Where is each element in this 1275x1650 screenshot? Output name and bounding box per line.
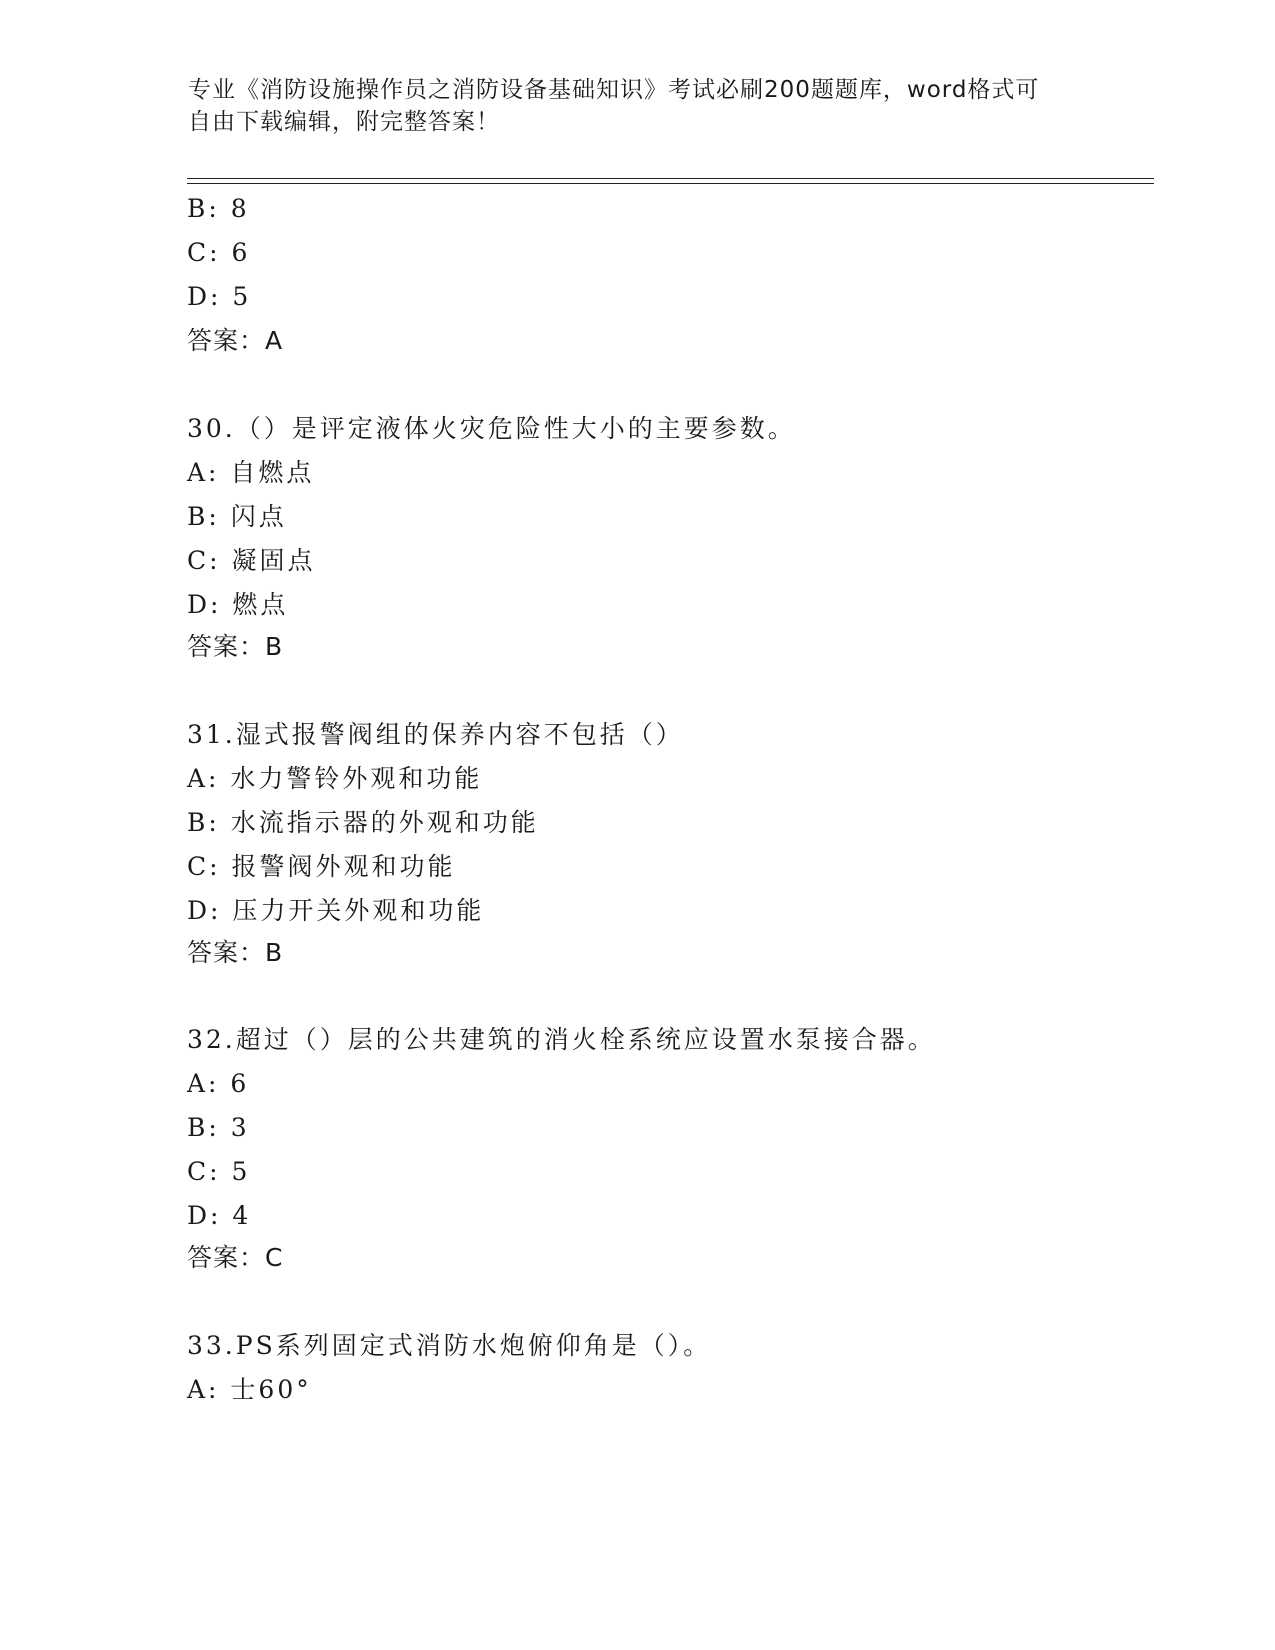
answer-label: 答案：B bbox=[187, 632, 284, 661]
option-b: B: 8 bbox=[187, 194, 250, 223]
question-30-stem: 30.（）是评定液体火灾危险性大小的主要参数。 bbox=[187, 414, 796, 443]
header-line-2: 自由下载编辑，附完整答案！ bbox=[188, 109, 500, 135]
header-divider-bottom bbox=[187, 183, 1154, 184]
option-a: A: 士60° bbox=[187, 1375, 312, 1404]
option-d: D: 4 bbox=[187, 1201, 252, 1230]
question-33-stem: 33.PS系列固定式消防水炮俯仰角是（）。 bbox=[187, 1331, 712, 1360]
option-c: C: 5 bbox=[187, 1157, 251, 1186]
option-d: D: 5 bbox=[187, 282, 252, 311]
option-a: A: 6 bbox=[187, 1069, 250, 1098]
option-a: A: 水力警铃外观和功能 bbox=[187, 764, 483, 793]
answer-label: 答案：A bbox=[187, 326, 284, 355]
option-c: C: 6 bbox=[187, 238, 251, 267]
question-32-stem: 32.超过（）层的公共建筑的消火栓系统应设置水泵接合器。 bbox=[187, 1025, 936, 1054]
document-header bbox=[188, 74, 1068, 138]
option-c: C: 报警阀外观和功能 bbox=[187, 852, 456, 881]
header-line-1: 专业《消防设施操作员之消防设备基础知识》考试必刷200题题库，word格式可 bbox=[188, 77, 1040, 103]
answer-label: 答案：B bbox=[187, 938, 284, 967]
option-a: A: 自燃点 bbox=[187, 458, 315, 487]
option-d: D: 燃点 bbox=[187, 590, 289, 619]
option-b: B: 闪点 bbox=[187, 502, 287, 531]
option-b: B: 水流指示器的外观和功能 bbox=[187, 808, 539, 837]
option-c: C: 凝固点 bbox=[187, 546, 316, 575]
question-31-stem: 31.湿式报警阀组的保养内容不包括（） bbox=[187, 720, 684, 749]
option-b: B: 3 bbox=[187, 1113, 250, 1142]
answer-label: 答案：C bbox=[187, 1243, 284, 1272]
option-d: D: 压力开关外观和功能 bbox=[187, 896, 485, 925]
header-divider-top bbox=[187, 178, 1154, 179]
